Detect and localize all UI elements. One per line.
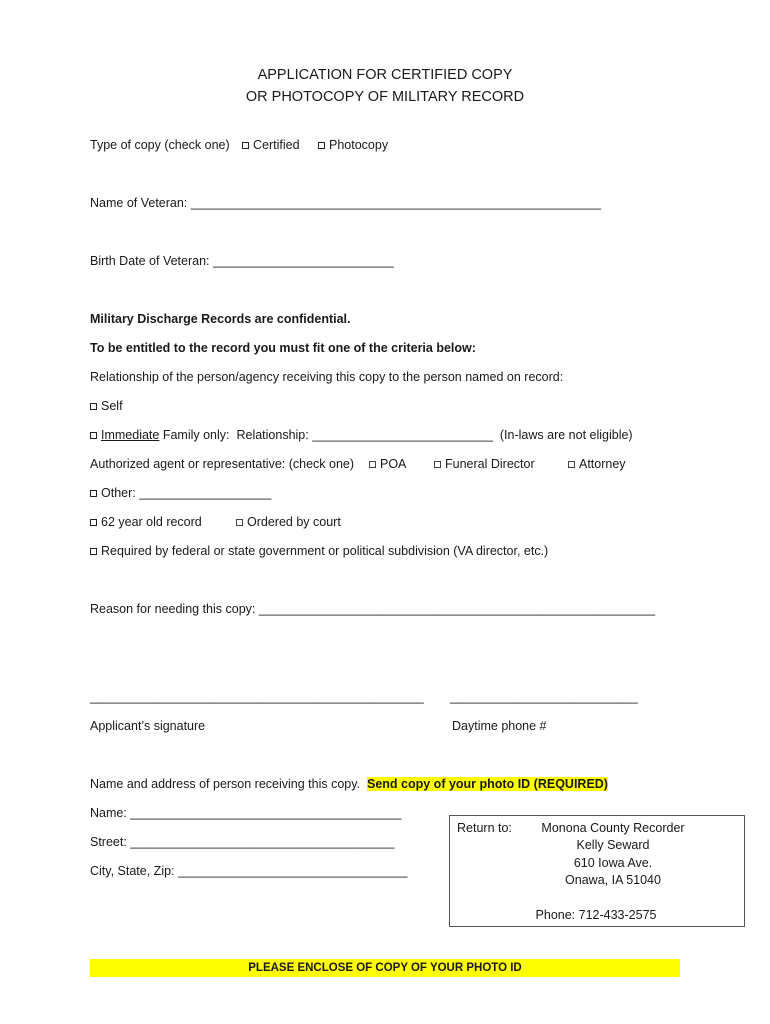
- photo-id-footer-banner: PLEASE ENCLOSE OF COPY OF YOUR PHOTO ID: [90, 959, 680, 977]
- photocopy-label: Photocopy: [329, 138, 389, 152]
- certified-option[interactable]: [242, 138, 300, 152]
- sixty-two-year-label: 62 year old record: [101, 515, 202, 529]
- self-option[interactable]: [90, 399, 123, 413]
- recipient-intro-text: Name and address of person receiving this copy.: [90, 777, 367, 791]
- signature-label: Applicant’s signature: [90, 719, 206, 733]
- veteran-name-field[interactable]: Name of Veteran: ___________________________________________________________: [90, 196, 601, 210]
- certified-checkbox[interactable]: [242, 142, 249, 149]
- ordered-by-court-option[interactable]: [236, 515, 341, 529]
- funeral-director-label: Funeral Director: [445, 457, 535, 471]
- attorney-label: Attorney: [579, 457, 626, 471]
- immediate-word: Immediate: [101, 428, 160, 442]
- phone-label: Daytime phone #: [452, 719, 547, 733]
- phone-line[interactable]: ___________________________: [450, 690, 638, 704]
- copy-type-label: Type of copy (check one): [90, 138, 230, 152]
- funeral-director-option[interactable]: [434, 457, 535, 471]
- certified-label: Certified: [253, 138, 300, 152]
- veteran-birth-date-field[interactable]: Birth Date of Veteran: __________________________: [90, 254, 394, 268]
- family-relationship-field: Family only: Relationship: __________________________ (In-laws are not eligible): [159, 428, 633, 442]
- return-to-street: 610 Iowa Ave.: [573, 856, 653, 870]
- self-label: Self: [101, 399, 123, 413]
- immediate-family-option[interactable]: [90, 428, 633, 442]
- ordered-by-court-label: Ordered by court: [247, 515, 341, 529]
- required-gov-option[interactable]: [90, 544, 548, 558]
- photocopy-checkbox[interactable]: [318, 142, 325, 149]
- form-title-line-2: OR PHOTOCOPY OF MILITARY RECORD: [245, 89, 525, 105]
- confidential-notice: Military Discharge Records are confidential.: [90, 312, 351, 326]
- immediate-family-checkbox[interactable]: [90, 432, 97, 439]
- return-to-city: Onawa, IA 51040: [565, 873, 661, 887]
- attorney-checkbox[interactable]: [568, 461, 575, 468]
- recipient-intro: [90, 777, 608, 791]
- other-label: Other: ___________________: [101, 486, 272, 500]
- authorized-agent-label: Authorized agent or representative: (check one): [90, 457, 355, 471]
- required-gov-label: Required by federal or state government or political subdivision (VA director, etc.): [101, 544, 549, 558]
- sixty-two-year-option[interactable]: [90, 515, 202, 529]
- recipient-street-field[interactable]: Street: ______________________________________: [90, 835, 395, 849]
- other-checkbox[interactable]: [90, 490, 97, 497]
- poa-option[interactable]: [369, 457, 406, 471]
- relationship-intro: Relationship of the person/agency receiving this copy to the person named on record:: [90, 370, 564, 384]
- return-to-label: Return to:: [457, 821, 512, 835]
- required-gov-checkbox[interactable]: [90, 548, 97, 555]
- photo-id-required-note: Send copy of your photo ID (REQUIRED): [367, 777, 608, 791]
- self-checkbox[interactable]: [90, 403, 97, 410]
- funeral-director-checkbox[interactable]: [434, 461, 441, 468]
- recipient-name-field[interactable]: Name: _______________________________________: [90, 806, 402, 820]
- photocopy-option[interactable]: [318, 138, 388, 152]
- recipient-city-field[interactable]: City, State, Zip: _________________________________: [90, 864, 408, 878]
- attorney-option[interactable]: [568, 457, 626, 471]
- sixty-two-year-checkbox[interactable]: [90, 519, 97, 526]
- reason-field[interactable]: Reason for needing this copy: _________________________________________________________: [90, 602, 656, 616]
- ordered-by-court-checkbox[interactable]: [236, 519, 243, 526]
- return-to-person: Kelly Seward: [576, 838, 650, 852]
- signature-line[interactable]: ________________________________________________: [90, 690, 424, 704]
- poa-checkbox[interactable]: [369, 461, 376, 468]
- other-option[interactable]: [90, 486, 271, 500]
- criteria-notice: To be entitled to the record you must fit one of the criteria below:: [90, 341, 476, 355]
- return-to-office: Monona County Recorder: [541, 821, 685, 835]
- return-to-phone: Phone: 712-433-2575: [535, 908, 657, 922]
- copy-type-row: [90, 138, 230, 152]
- form-title-line-1: APPLICATION FOR CERTIFIED COPY: [257, 67, 513, 83]
- poa-label: POA: [380, 457, 407, 471]
